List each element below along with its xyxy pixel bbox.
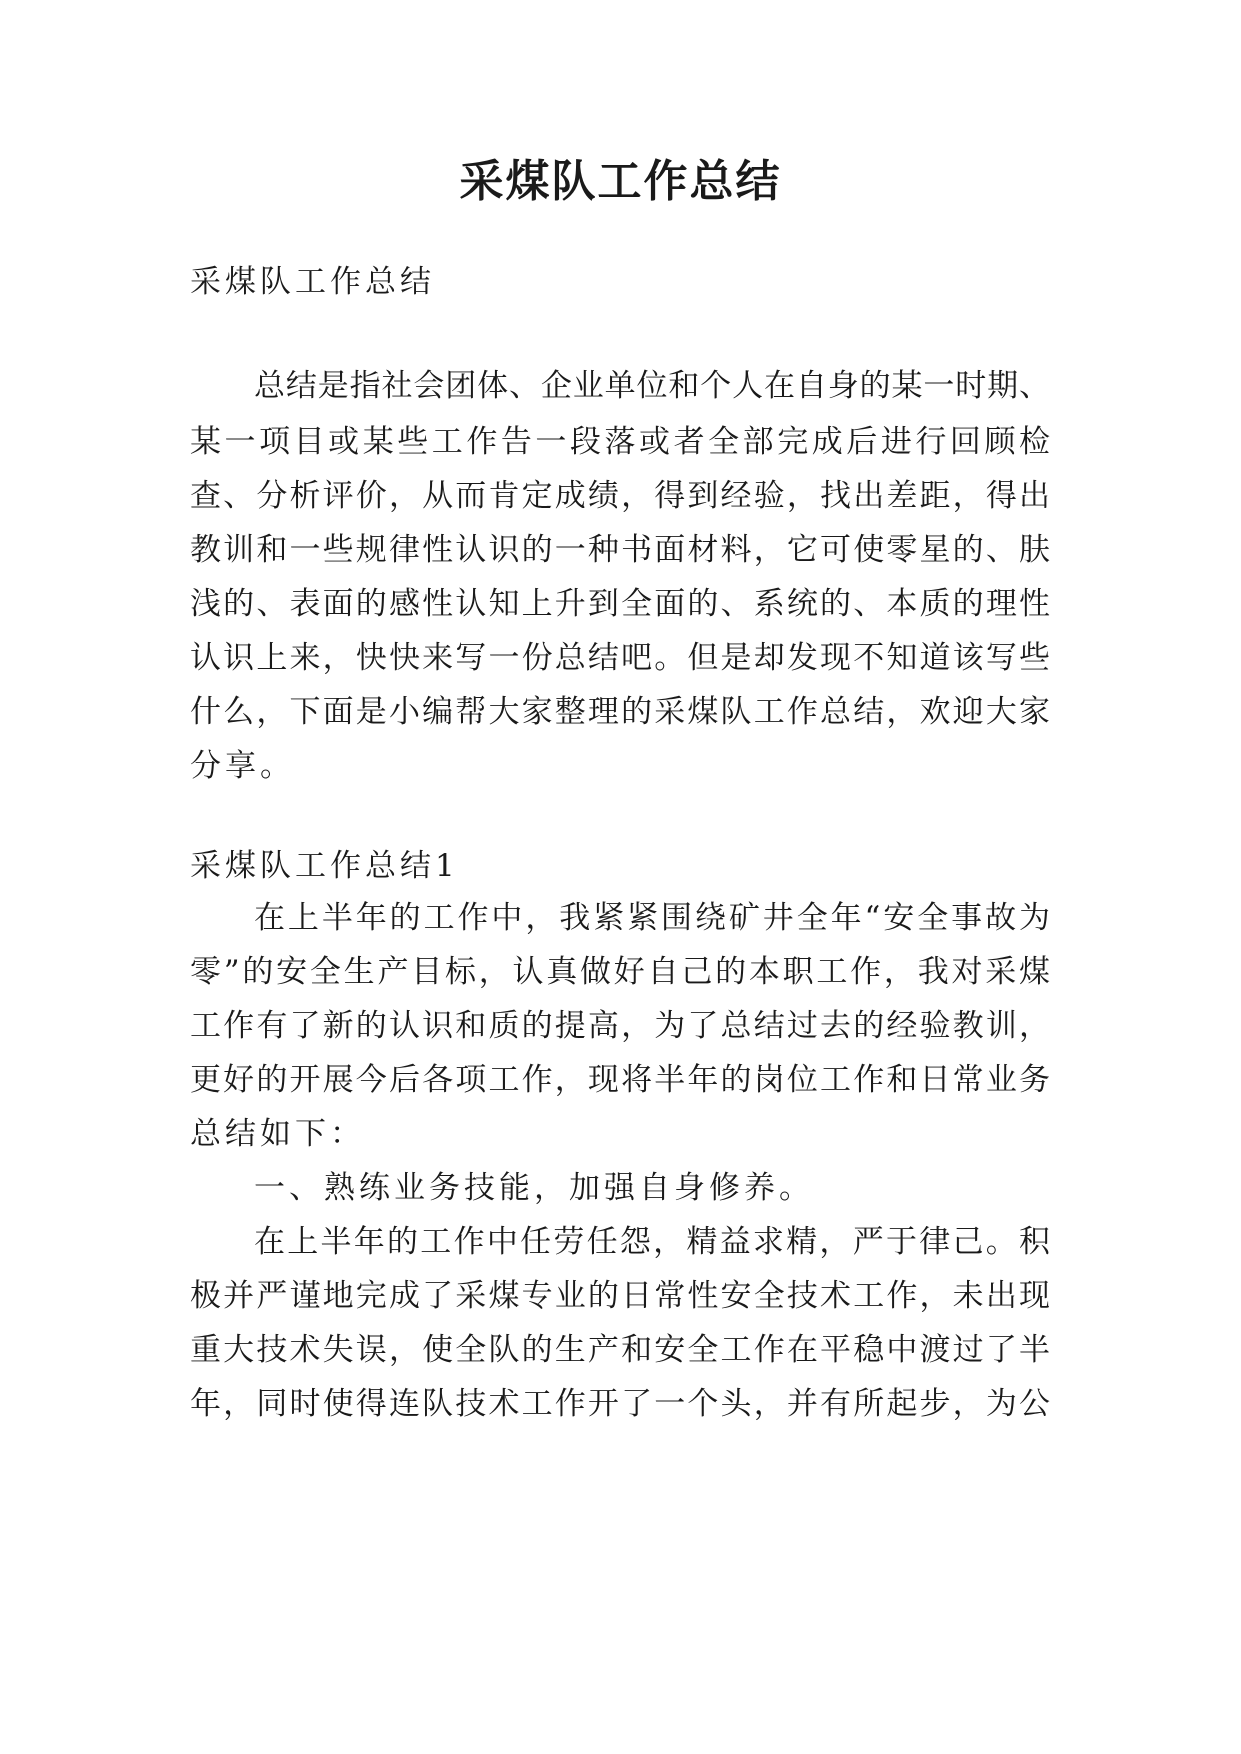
intro-line-1: 总结是指社会团体、企业单位和个人在自身的某一时期、 — [254, 368, 1050, 404]
section-1-heading: 采煤队工作总结1 — [190, 848, 459, 884]
intro-line-7: 什么，下面是小编帮大家整理的采煤队工作总结，欢迎大家 — [190, 694, 1050, 730]
section-1-para-1-line-3: 工作有了新的认识和质的提高，为了总结过去的经验教训， — [190, 1008, 1050, 1044]
section-1-para-2-line-2: 极并严谨地完成了采煤专业的日常性安全技术工作，未出现 — [190, 1278, 1050, 1314]
intro-line-3: 查、分析评价，从而肯定成绩，得到经验，找出差距，得出 — [190, 478, 1050, 514]
section-1-para-1-line-4: 更好的开展今后各项工作，现将半年的岗位工作和日常业务 — [190, 1062, 1050, 1098]
document-subtitle: 采煤队工作总结 — [190, 264, 435, 300]
intro-line-2: 某一项目或某些工作告一段落或者全部完成后进行回顾检 — [190, 424, 1050, 460]
section-1-para-1-line-1: 在上半年的工作中，我紧紧围绕矿井全年“安全事故为 — [254, 900, 1050, 936]
section-1-para-2-line-4: 年，同时使得连队技术工作开了一个头，并有所起步，为公 — [190, 1386, 1050, 1422]
intro-line-4: 教训和一些规律性认识的一种书面材料，它可使零星的、肤 — [190, 532, 1050, 568]
section-1-para-1-line-5: 总结如下： — [190, 1116, 365, 1152]
intro-line-6: 认识上来，快快来写一份总结吧。但是却发现不知道该写些 — [190, 640, 1050, 676]
section-1-point-1: 一、熟练业务技能，加强自身修养。 — [254, 1170, 814, 1206]
document-title: 采煤队工作总结 — [459, 156, 782, 207]
section-1-para-2-line-3: 重大技术失误，使全队的生产和安全工作在平稳中渡过了半 — [190, 1332, 1050, 1368]
intro-line-8: 分享。 — [190, 748, 295, 784]
section-1-para-2-line-1: 在上半年的工作中任劳任怨，精益求精，严于律己。积 — [254, 1224, 1050, 1260]
section-1-para-1-line-2: 零”的安全生产目标，认真做好自己的本职工作，我对采煤 — [190, 954, 1050, 990]
intro-line-5: 浅的、表面的感性认知上升到全面的、系统的、本质的理性 — [190, 586, 1050, 622]
